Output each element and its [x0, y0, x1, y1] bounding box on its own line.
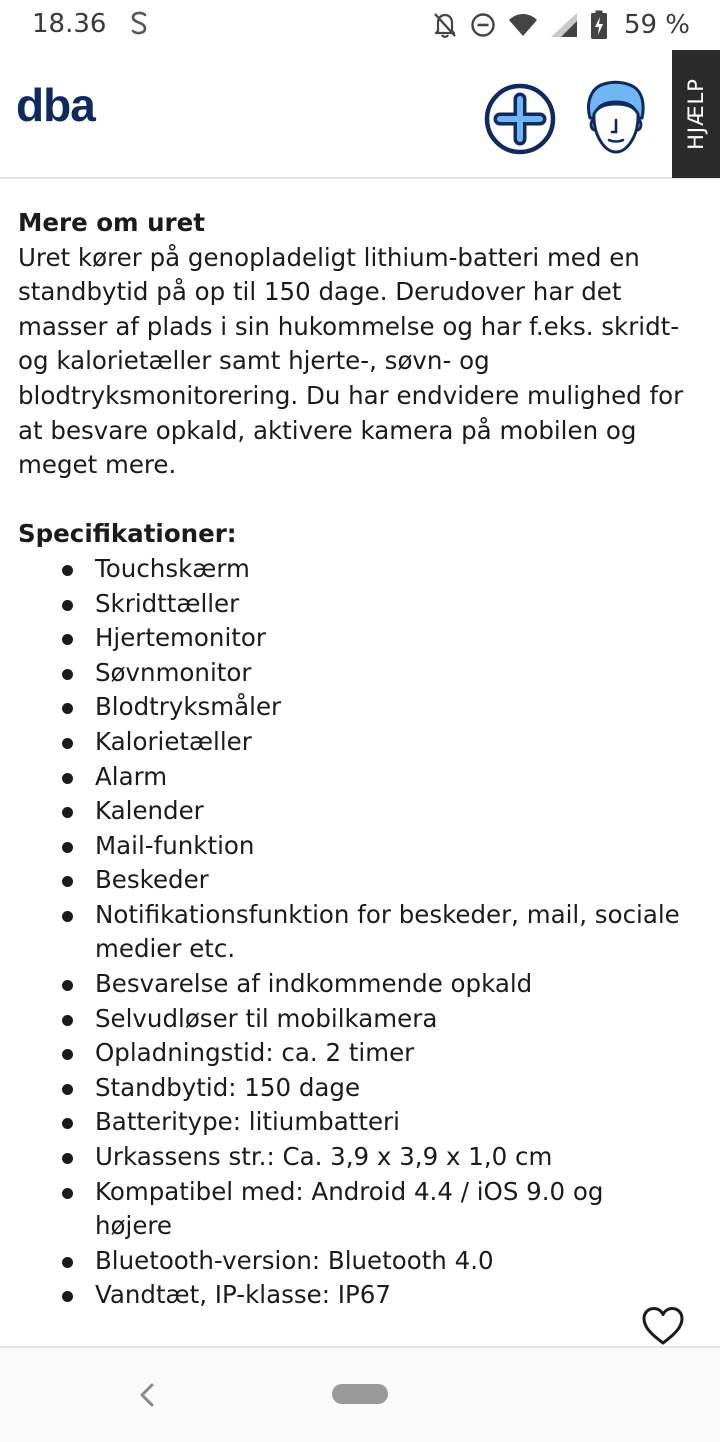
- bullet: [62, 669, 73, 680]
- list-item: [18, 967, 688, 1002]
- list-item: [18, 898, 688, 967]
- spec-text: Søvnmonitor: [95, 657, 252, 687]
- signal-icon: [550, 12, 578, 38]
- list-item: [18, 1105, 688, 1140]
- add-listing-button[interactable]: [484, 83, 556, 155]
- list-item: [18, 1036, 688, 1071]
- bullet: [62, 634, 73, 645]
- list-item: [18, 656, 688, 691]
- list-item: [18, 552, 688, 587]
- listing-description: [18, 206, 688, 1313]
- description-line: masser af plads i sin hukommelse og har f.eks. skridt-: [18, 311, 680, 341]
- spec-text: Vandtæt, IP-klasse: IP67: [95, 1280, 391, 1310]
- bullet: [62, 807, 73, 818]
- bullet: [62, 1153, 73, 1164]
- spec-text: Hjertemonitor: [95, 623, 266, 653]
- list-item: [18, 760, 688, 795]
- status-bar: [0, 0, 720, 50]
- wifi-icon: [508, 13, 538, 37]
- spec-list: [18, 552, 688, 1313]
- list-item: [18, 1244, 688, 1279]
- list-item: [18, 829, 688, 864]
- bullet: [62, 1049, 73, 1060]
- bullet: [62, 876, 73, 887]
- bullet: [62, 1084, 73, 1095]
- list-item: [18, 587, 688, 622]
- battery-charging-icon: [590, 10, 608, 40]
- list-item: [18, 1071, 688, 1106]
- description-line: at besvare opkald, aktivere kamera på mobilen og: [18, 415, 637, 445]
- bullet: [62, 842, 73, 853]
- bullet: [62, 1118, 73, 1129]
- description-line: blodtryksmonitorering. Du har endvidere mulighed for: [18, 380, 684, 410]
- section-title: Mere om uret: [18, 208, 205, 237]
- list-item: [18, 1140, 688, 1175]
- help-tab[interactable]: [672, 50, 720, 178]
- spec-text: Beskeder: [95, 865, 209, 895]
- description-line: Uret kører på genopladeligt lithium-batteri med en: [18, 242, 640, 272]
- spec-text: Alarm: [95, 761, 168, 791]
- spec-title: Specifikationer:: [18, 519, 237, 549]
- list-item: [18, 1002, 688, 1037]
- spec-text: Batteritype: litiumbatteri: [95, 1107, 400, 1137]
- list-item: [18, 1175, 688, 1244]
- back-chevron-icon[interactable]: [137, 1382, 157, 1408]
- list-item: [18, 863, 688, 898]
- description-line: meget mere.: [18, 450, 177, 480]
- bullet: [62, 738, 73, 749]
- spec-text: Skridttæller: [95, 588, 240, 618]
- do-not-disturb-icon: [470, 12, 496, 38]
- bullet: [62, 1015, 73, 1026]
- spec-text: Kalorietæller: [95, 726, 252, 756]
- battery-percentage: 59 %: [623, 10, 690, 40]
- status-time: 18.36: [32, 9, 107, 39]
- spec-text: Touchskærm: [95, 553, 250, 583]
- system-nav-bar: [0, 1346, 720, 1442]
- list-item: [18, 1278, 688, 1313]
- description-line: standbytid på op til 150 dage. Derudover har det: [18, 277, 622, 307]
- notifications-off-icon: [432, 11, 458, 39]
- list-item: [18, 794, 688, 829]
- bullet: [62, 773, 73, 784]
- spec-text: Notifikationsfunktion for beskeder, mail, sociale medier etc.: [95, 899, 680, 964]
- spec-text: Bluetooth-version: Bluetooth 4.0: [95, 1245, 494, 1275]
- spec-text: Kalender: [95, 796, 204, 826]
- spec-text: Urkassens str.: Ca. 3,9 x 3,9 x 1,0 cm: [95, 1142, 553, 1172]
- bullet: [62, 980, 73, 991]
- spec-text: Besvarelse af indkommende opkald: [95, 969, 533, 999]
- spec-text: Kompatibel med: Android 4.4 / iOS 9.0 og højere: [95, 1176, 604, 1241]
- home-pill-button[interactable]: [332, 1384, 388, 1404]
- bullet: [62, 1291, 73, 1302]
- app-header: [0, 50, 720, 179]
- spec-text: Opladningstid: ca. 2 timer: [95, 1038, 415, 1068]
- bullet: [62, 1257, 73, 1268]
- dba-logo[interactable]: dba: [16, 79, 95, 131]
- profile-avatar-icon[interactable]: [584, 80, 648, 156]
- list-item: [18, 621, 688, 656]
- bullet: [62, 1188, 73, 1199]
- favorite-heart-icon[interactable]: [641, 1306, 685, 1346]
- description-text: [18, 241, 688, 483]
- list-item: [18, 690, 688, 725]
- help-label: HJÆLP: [684, 78, 708, 150]
- list-item: [18, 725, 688, 760]
- spec-text: Blodtryksmåler: [95, 692, 282, 722]
- bullet: [62, 703, 73, 714]
- bullet: [62, 911, 73, 922]
- s-app-icon: [126, 8, 152, 38]
- spec-text: Mail-funktion: [95, 830, 255, 860]
- spec-text: Selvudløser til mobilkamera: [95, 1003, 438, 1033]
- description-line: og kalorietæller samt hjerte-, søvn- og: [18, 346, 490, 376]
- bullet: [62, 600, 73, 611]
- bullet: [62, 565, 73, 576]
- spec-text: Standbytid: 150 dage: [95, 1072, 361, 1102]
